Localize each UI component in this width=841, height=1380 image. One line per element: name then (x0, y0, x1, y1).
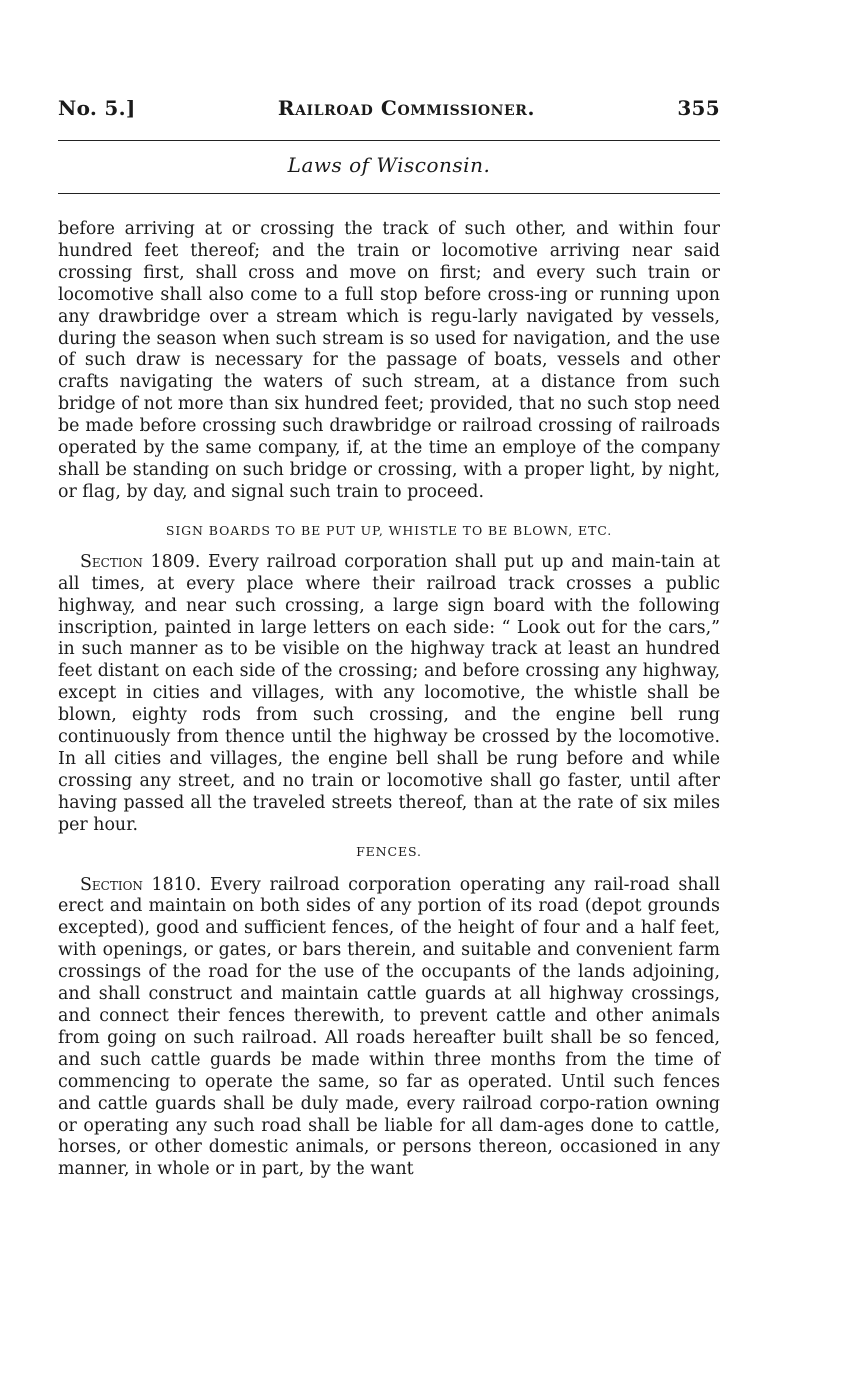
page-number: 355 (677, 96, 720, 120)
sign-boards-heading: SIGN BOARDS TO BE PUT UP, WHISTLE TO BE BLOWN, ETC. (165, 522, 613, 538)
section-1810-label: Section 1810. (80, 874, 202, 895)
running-header (58, 96, 720, 126)
document-page (58, 96, 720, 1181)
section-1809-paragraph (58, 552, 720, 837)
section-1809-label: Section 1809. (80, 551, 201, 572)
page-subtitle: Laws of Wisconsin. (287, 153, 491, 177)
continuation-paragraph: before arriving at or crossing the track of such other, and within four hundred feet thereof; and the train or locomotive arriving near said crossing first, shall cross and move on first; and every such train or locomotive shall also come to a full stop before cross-ing or running upon any drawbridge over a stream which is regu-larly navigated by vessels, during the season when such stream is so used for navigation, and the use of such draw is necessary for the passage of boats, vessels and other crafts navigating the waters of such stream, at a distance from such bridge of not more than six hundred feet; provided, that no such stop need be made before crossing such drawbridge or railroad crossing of railroads operated by the same company, if, at the time an employe of the company shall be standing on such bridge or crossing, with a proper light, by night, or flag, by day, and signal such train to proceed. (58, 219, 720, 502)
header-rule-bottom (58, 193, 720, 194)
header-rule-top (58, 140, 720, 141)
section-1810-text: Every railroad corporation operating any rail-road shall erect and maintain on both sides of any portion of its road (depot grounds excepted), good and sufficient fences, of the height of four and a half feet, with openings, or gates, or bars therein, and suitable and convenient farm crossings of the road for the use of the occupants of the lands adjoining, and shall construct and maintain cattle guards at all highway crossings, and connect their fences therewith, to prevent cattle and other animals from going on such railroad. All roads hereafter built shall be so fenced, and such cattle guards be made within three months from the time of commencing to operate the same, so far as operated. Until such fences and cattle guards shall be duly made, every railroad corpo-ration owning or operating any such road shall be liable for all dam-ages done to cattle, horses, or other domestic animals, or persons thereon, occasioned in any manner, in whole or in part, by the want (58, 874, 721, 1180)
section-1809-text: Every railroad corporation shall put up and main-tain at all times, at every place where their railroad track crosses a public highway, and near such crossing, a large sign board with the following inscription, painted in large letters on each side: “ Look out for the cars,” in such manner as to be visible on the highway track at least an hundred feet distant on each side of the crossing; and before crossing any highway, except in cities and villages, with any locomotive, the whistle shall be blown, eighty rods from such crossing, and the engine bell rung continuously from thence until the highway be crossed by the locomotive. In all cities and villages, the engine bell shall be rung before and while crossing any street, and no train or locomotive shall go faster, until after having passed all the traveled streets thereof, than at the rate of six miles per hour. (58, 551, 720, 835)
issue-number: No. 5.] (58, 96, 136, 120)
publication-title: Railroad Commissioner. (277, 96, 536, 120)
fences-heading: FENCES. (356, 843, 422, 859)
section-1810-paragraph (58, 875, 720, 1182)
